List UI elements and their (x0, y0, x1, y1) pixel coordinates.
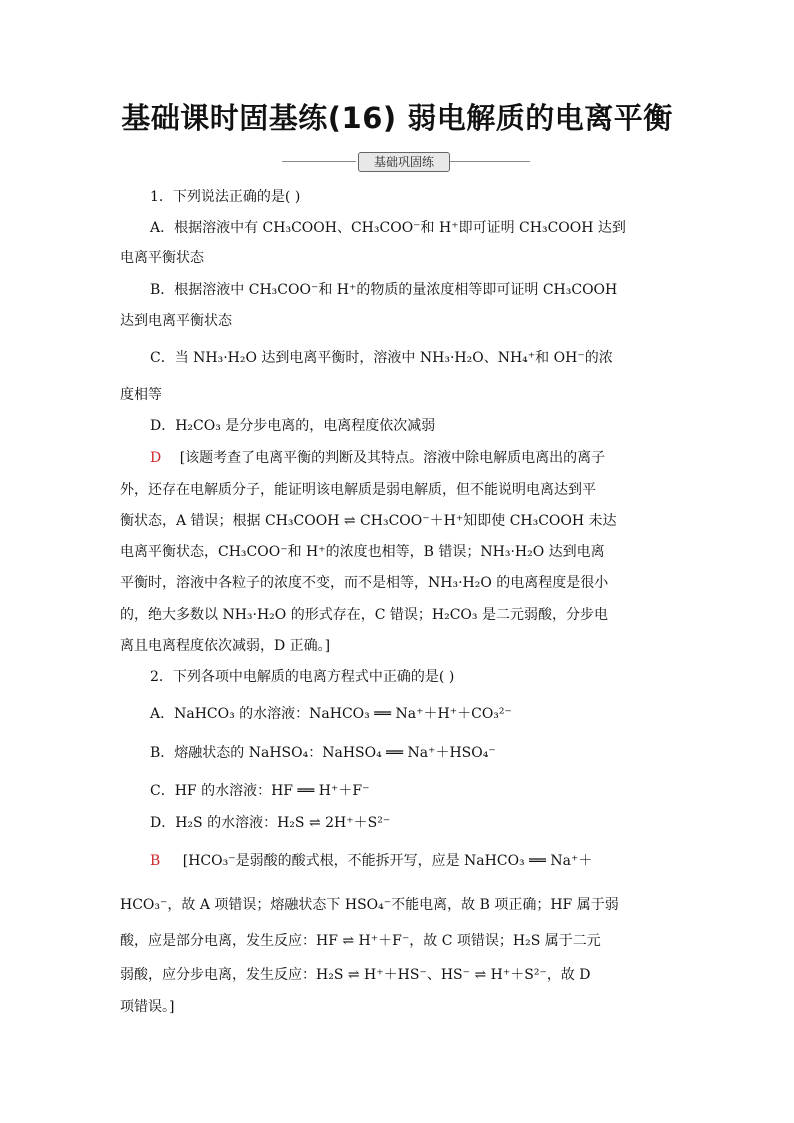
q1-option-b-cont: 达到电离平衡状态 (120, 313, 232, 329)
q1-stem: 1．下列说法正确的是( ) (150, 189, 301, 205)
q2-stem: 2．下列各项中电解质的电离方程式中正确的是( ) (150, 669, 455, 685)
q2-explanation-text: [HCO₃⁻是弱酸的酸式根，不能拆开写，应是 NaHCO₃ ══ Na⁺＋ (182, 853, 593, 869)
q1-explanation-line: 离且电离程度依次减弱，D 正确。] (120, 638, 331, 654)
q1-answer: D (150, 450, 162, 466)
section-badge: 基础巩固练 (358, 152, 450, 172)
page-title: 基础课时固基练(16) 弱电解质的电离平衡 (121, 101, 673, 135)
q2-explanation-line: 酸，应是部分电离，发生反应：HF ⇌ H⁺＋F⁻，故 C 项错误；H₂S 属于二元 (120, 933, 601, 949)
q2-option-d: D．H₂S 的水溶液：H₂S ⇌ 2H⁺＋S²⁻ (150, 815, 391, 831)
q1-option-a-cont: 电离平衡状态 (120, 250, 204, 266)
q2-explanation-line: 弱酸，应分步电离，发生反应：H₂S ⇌ H⁺＋HS⁻、HS⁻ ⇌ H⁺＋S²⁻，故 D (120, 967, 591, 983)
divider-left (282, 161, 356, 162)
q2-explanation-first-line (150, 850, 592, 870)
q2-option-c: C．HF 的水溶液：HF ══ H⁺＋F⁻ (150, 783, 370, 799)
q2-option-b: B．熔融状态的 NaHSO₄：NaHSO₄ ══ Na⁺＋HSO₄⁻ (150, 745, 496, 761)
divider-right (450, 161, 530, 162)
q1-explanation-line: 的，绝大多数以 NH₃·H₂O 的形式存在，C 错误；H₂CO₃ 是二元弱酸，分步电 (120, 607, 608, 623)
q1-option-d: D．H₂CO₃ 是分步电离的，电离程度依次减弱 (150, 418, 436, 434)
section-header (0, 150, 794, 174)
q1-explanation-line: 外，还存在电解质分子，能证明该电解质是弱电解质，但不能说明电离达到平 (120, 482, 596, 498)
q1-explanation-line: 电离平衡状态，CH₃COO⁻和 H⁺的浓度也相等，B 错误；NH₃·H₂O 达到电离 (120, 544, 605, 560)
q2-answer: B (150, 853, 161, 869)
q1-explanation-line: 平衡时，溶液中各粒子的浓度不变，而不是相等，NH₃·H₂O 的电离程度是很小 (120, 575, 609, 591)
q1-explanation-text: [该题考查了电离平衡的判断及其特点。溶液中除电解质电离出的离子 (179, 450, 606, 466)
q2-explanation-line: HCO₃⁻，故 A 项错误；熔融状态下 HSO₄⁻不能电离，故 B 项正确；HF 属于弱 (120, 897, 619, 913)
q1-option-b: B．根据溶液中 CH₃COO⁻和 H⁺的物质的量浓度相等即可证明 CH₃COOH (150, 282, 618, 298)
q2-explanation-line: 项错误。] (120, 999, 175, 1015)
q1-explanation-line: 衡状态，A 错误；根据 CH₃COOH ⇌ CH₃COO⁻＋H⁺知即使 CH₃COOH 未达 (120, 513, 617, 529)
q2-option-a: A．NaHCO₃ 的水溶液：NaHCO₃ ══ Na⁺＋H⁺＋CO₃²⁻ (150, 706, 512, 722)
q1-explanation-first-line (150, 447, 605, 467)
q1-option-c: C．当 NH₃·H₂O 达到电离平衡时，溶液中 NH₃·H₂O、NH₄⁺和 OH⁻的浓 (150, 350, 613, 366)
q1-option-c-cont: 度相等 (120, 387, 162, 403)
q1-option-a: A．根据溶液中有 CH₃COOH、CH₃COO⁻和 H⁺即可证明 CH₃COOH 达到 (150, 220, 626, 236)
